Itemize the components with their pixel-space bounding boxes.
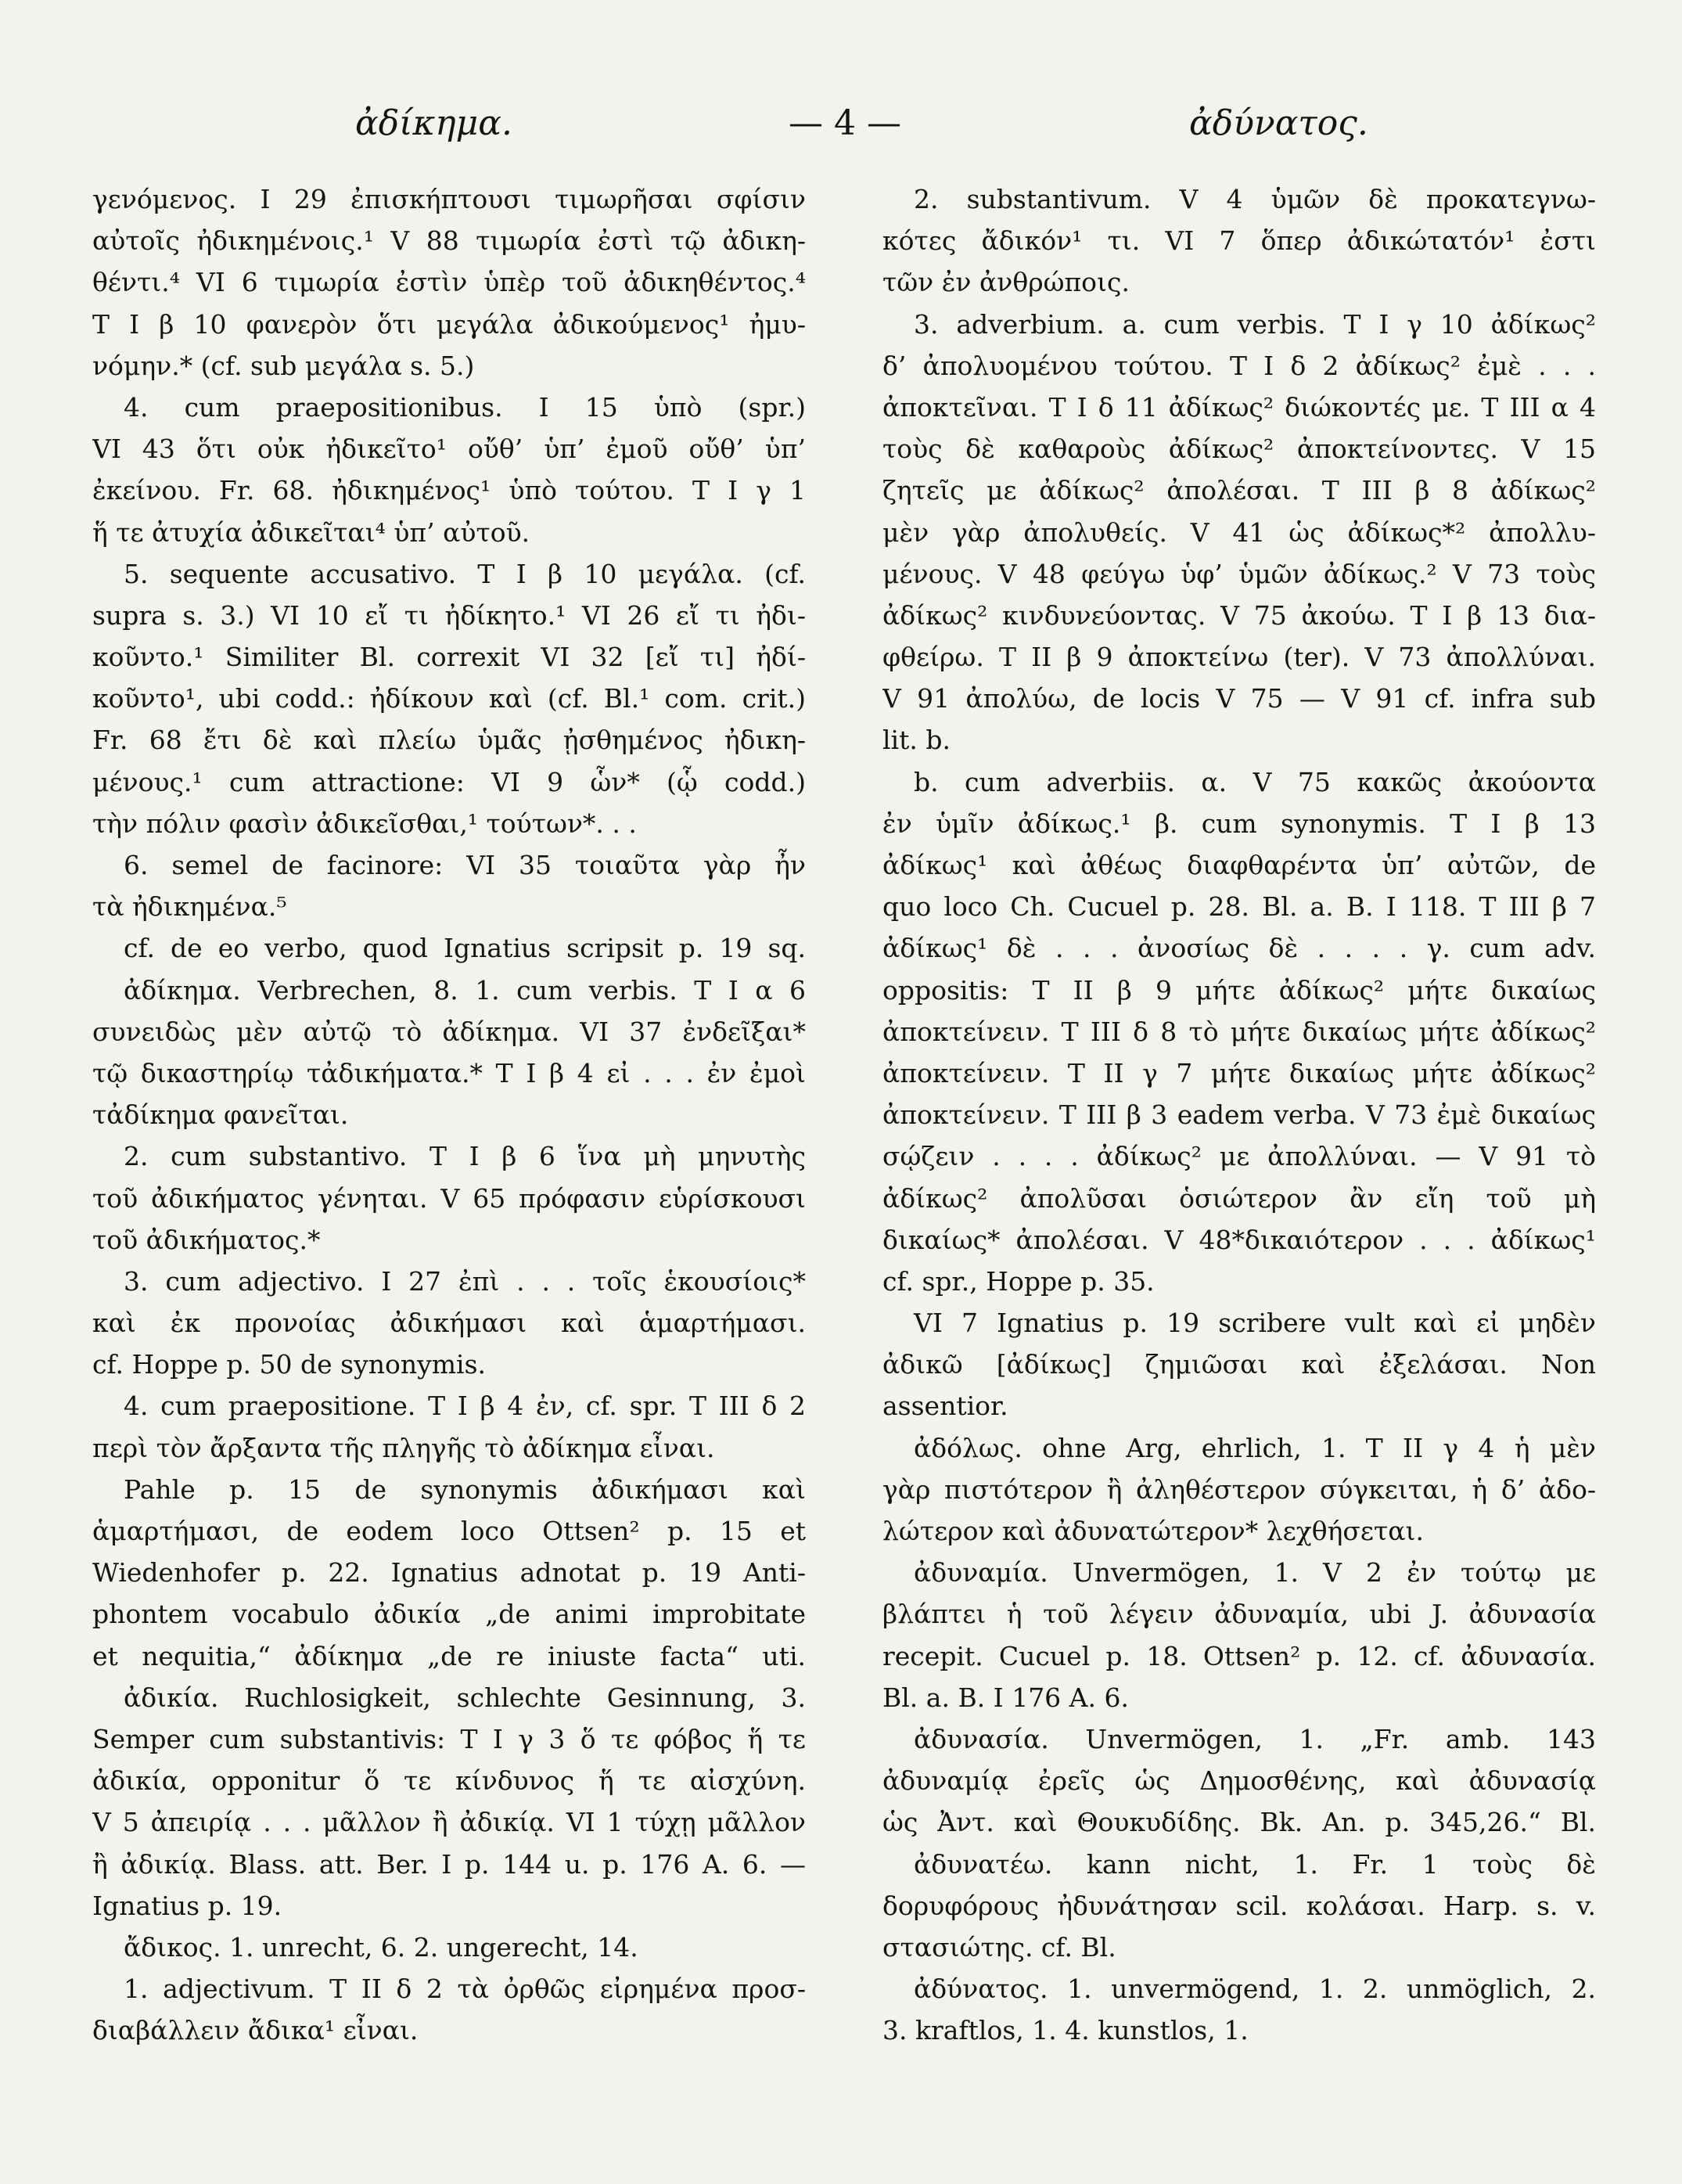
- text-line: Pahle p. 15 de synonymis ἀδικήμασι καὶ: [124, 1473, 806, 1505]
- text-line: oppositis: T II β 9 μήτε ἀδίκως² μήτε δικαίως: [882, 974, 1596, 1006]
- text-line: ἄδικος. 1. unrecht, 6. 2. ungerecht, 14.: [124, 1931, 638, 1963]
- text-line: ἐν ὑμῖν ἀδίκως.¹ β. cum synonymis. T I β 13: [882, 808, 1596, 839]
- text-line: ὡς Ἀντ. καὶ Θουκυδίδης. Bk. An. p. 345,26.“ Bl.: [882, 1807, 1596, 1838]
- text-line: λώτερον καὶ ἀδυνατώτερον* λεχθήσεται.: [882, 1516, 1424, 1546]
- text-line: ἥ τε ἀτυχία ἀδικεῖται⁴ ὑπ’ αὐτοῦ.: [92, 516, 530, 548]
- text-line: Semper cum substantivis: T I γ 3 ὅ τε φόβος ἥ τε: [92, 1723, 806, 1754]
- text-line: ἀδίκως² ἀπολῦσαι ὁσιώτερον ἂν εἴη τοῦ μὴ: [882, 1182, 1596, 1214]
- header-first-entry: ἀδίκημα.: [355, 103, 512, 143]
- text-line: δορυφόρους ἠδυνάτησαν scil. κολάσαι. Harp. s. v.: [882, 1890, 1596, 1921]
- text-line: ἀδικία, opponitur ὅ τε κίνδυνος ἥ τε αἰσχύνη.: [92, 1765, 806, 1797]
- text-line: 3. cum adjectivo. I 27 ἐπὶ . . . τοῖς ἑκουσίοις*: [124, 1265, 806, 1297]
- text-line: τῷ δικαστηρίῳ τἀδικήματα.* T I β 4 εἰ . . . ἐν ἐμοὶ: [92, 1057, 806, 1088]
- text-line: δικαίως* ἀπολέσαι. V 48*δικαιότερον . . . ἀδίκως¹: [882, 1224, 1596, 1255]
- text-line: V 91 ἀπολύω, de locis V 75 — V 91 cf. infra sub: [882, 683, 1596, 714]
- text-line: cf. de eo verbo, quod Ignatius scripsit p. 19 sq.: [124, 933, 806, 964]
- text-line: assentior.: [882, 1391, 1008, 1422]
- text-line: νόμην.* (cf. sub μεγάλα s. 5.): [92, 350, 475, 381]
- text-line: ἀδυνασία. Unvermögen, 1. „Fr. amb. 143: [914, 1723, 1596, 1754]
- text-line: μὲν γὰρ ἀπολυθείς. V 41 ὡς ἀδίκως*² ἀπολλυ-: [882, 516, 1596, 548]
- text-line: τἀδίκημα φανεῖται.: [92, 1099, 349, 1131]
- text-line: VI 43 ὅτι οὐκ ἠδικεῖτο¹ οὔθ’ ὑπ’ ἐμοῦ οὔθ’ ὑπ’: [92, 434, 806, 465]
- text-line: 5. sequente accusativo. T I β 10 μεγάλα. (cf.: [124, 558, 806, 589]
- text-line: σῴζειν . . . . ἀδίκως² με ἀπολλύναι. — V 91 τὸ: [882, 1141, 1596, 1172]
- left-column: [92, 178, 806, 2051]
- text-line: ἀδίκως² κινδυνεύοντας. V 75 ἀκούω. T I β 13 δια-: [882, 599, 1596, 631]
- running-header: [0, 103, 1682, 150]
- text-line: συνειδὼς μὲν αὐτῷ τὸ ἀδίκημα. VI 37 ἐνδεῖξαι*: [92, 1016, 806, 1047]
- text-line: φθείρω. T II β 9 ἀποκτείνω (ter). V 73 ἀπολλύναι.: [882, 642, 1596, 673]
- text-line: Ignatius p. 19.: [92, 1890, 282, 1921]
- text-line: 3. kraftlos, 1. 4. kunstlos, 1.: [882, 2015, 1249, 2046]
- text-line: αὐτοῖς ἠδικημένοις.¹ V 88 τιμωρία ἐστὶ τῷ ἀδικη-: [92, 225, 806, 257]
- text-line: VI 7 Ignatius p. 19 scribere vult καὶ εἰ μηδὲν: [914, 1308, 1596, 1339]
- text-line: τοὺς δὲ καθαροὺς ἀδίκως² ἀποκτείνοντες. V 15: [882, 434, 1596, 465]
- text-line: 3. adverbium. a. cum verbis. T I γ 10 ἀδίκως²: [914, 308, 1596, 340]
- text-line: Fr. 68 ἔτι δὲ καὶ πλείω ὑμᾶς ᾐσθημένος ἠδικη-: [92, 725, 806, 756]
- text-line: ἀδυναμία. Unvermögen, 1. V 2 ἐν τούτῳ με: [914, 1557, 1596, 1589]
- text-line: lit. b.: [882, 725, 951, 756]
- text-line: 6. semel de facinore: VI 35 τοιαῦτα γὰρ ἦν: [124, 850, 806, 880]
- text-line: 4. cum praepositione. T I β 4 ἐν, cf. spr. T III δ 2: [124, 1391, 806, 1422]
- text-line: supra s. 3.) VI 10 εἴ τι ἠδίκητο.¹ VI 26 εἴ τι ἠδι-: [92, 599, 806, 631]
- text-line: ἀποκτείνειν. T III δ 8 τὸ μήτε δικαίως μήτε ἀδίκως²: [882, 1016, 1596, 1047]
- text-line: Bl. a. B. I 176 A. 6.: [882, 1682, 1129, 1713]
- text-line: τὴν πόλιν φασὶν ἀδικεῖσθαι,¹ τούτων*. . .: [92, 808, 637, 839]
- text-line: ἀποκτείνειν. T II γ 7 μήτε δικαίως μήτε ἀδίκως²: [882, 1057, 1596, 1088]
- text-line: 2. substantivum. V 4 ὑμῶν δὲ προκατεγνω-: [914, 184, 1596, 214]
- text-line: κοῦντο¹, ubi codd.: ἠδίκουν καὶ (cf. Bl.¹ com. crit.): [92, 683, 806, 714]
- text-line: τοῦ ἀδικήματος.*: [92, 1224, 321, 1255]
- text-line: ἀδίκημα. Verbrechen, 8. 1. cum verbis. T I α 6: [124, 974, 806, 1006]
- text-line: ἀποκτείνειν. T III β 3 eadem verba. V 73 ἐμὲ δικαίως: [882, 1099, 1596, 1131]
- text-line: ἀδύνατος. 1. unvermögend, 1. 2. unmöglich, 2.: [914, 1974, 1596, 2005]
- text-line: ἀδίκως¹ καὶ ἀθέως διαφθαρέντα ὑπ’ αὐτῶν, de: [882, 850, 1596, 880]
- text-line: ἢ ἀδικίᾳ. Blass. att. Ber. I p. 144 u. p. 176 A. 6. —: [92, 1848, 806, 1880]
- text-line: 4. cum praepositionibus. I 15 ὑπὸ (spr.): [124, 391, 806, 423]
- text-line: ἁμαρτήμασι, de eodem loco Ottsen² p. 15 et: [92, 1516, 806, 1546]
- text-line: T I β 10 φανερὸν ὅτι μεγάλα ἀδικούμενος¹ ἠμυ-: [92, 308, 806, 340]
- text-line: ἀποκτεῖναι. T I δ 11 ἀδίκως² διώκοντές με. T III α 4: [882, 391, 1596, 423]
- right-column: [882, 178, 1596, 2051]
- text-line: θέντι.⁴ VI 6 τιμωρία ἐστὶν ὑπὲρ τοῦ ἀδικηθέντος.⁴: [92, 267, 806, 298]
- text-line: τῶν ἐν ἀνθρώποις.: [882, 267, 1130, 298]
- text-line: ἀδυναμίᾳ ἐρεῖς ὡς Δημοσθένης, καὶ ἀδυνασίᾳ: [882, 1765, 1596, 1797]
- text-line: recepit. Cucuel p. 18. Ottsen² p. 12. cf. ἀδυνασία.: [882, 1640, 1596, 1671]
- text-line: ἀδόλως. ohne Arg, ehrlich, 1. T II γ 4 ἡ μὲν: [914, 1432, 1596, 1463]
- text-line: κότες ἄδικόν¹ τι. VI 7 ὅπερ ἀδικώτατόν¹ ἐστι: [882, 225, 1596, 257]
- text-line: ζητεῖς με ἀδίκως² ἀπολέσαι. T III β 8 ἀδίκως²: [882, 475, 1596, 506]
- text-line: cf. spr., Hoppe p. 35.: [882, 1265, 1155, 1297]
- text-line: ἀδικία. Ruchlosigkeit, schlechte Gesinnung, 3.: [124, 1682, 806, 1713]
- page-number: — 4 —: [789, 103, 901, 143]
- text-line: b. cum adverbiis. α. V 75 κακῶς ἀκούοντα: [914, 766, 1596, 797]
- text-line: cf. Hoppe p. 50 de synonymis.: [92, 1349, 487, 1380]
- text-line: ἀδυνατέω. kann nicht, 1. Fr. 1 τοὺς δὲ: [914, 1848, 1596, 1880]
- text-line: Wiedenhofer p. 22. Ignatius adnotat p. 19 Anti-: [92, 1557, 806, 1589]
- text-line: ἐκείνου. Fr. 68. ἠδικημένος¹ ὑπὸ τούτου. T I γ 1: [92, 475, 806, 506]
- text-line: ἀδικῶ [ἀδίκως] ζημιῶσαι καὶ ἐξελάσαι. Non: [882, 1349, 1596, 1380]
- text-line: βλάπτει ἡ τοῦ λέγειν ἀδυναμία, ubi J. ἀδυνασία: [882, 1599, 1596, 1630]
- text-line: κοῦντο.¹ Similiter Bl. correxit VI 32 [εἴ τι] ἠδί-: [92, 642, 806, 673]
- text-line: quo loco Ch. Cucuel p. 28. Bl. a. B. I 118. T III β 7: [882, 891, 1596, 923]
- text-line: στασιώτης. cf. Bl.: [882, 1931, 1116, 1963]
- text-line: διαβάλλειν ἄδικα¹ εἶναι.: [92, 2015, 419, 2046]
- text-line: μένους.¹ cum attractione: VI 9 ὧν* (ᾧ codd.): [92, 766, 806, 797]
- text-line: καὶ ἐκ προνοίας ἀδικήμασι καὶ ἁμαρτήμασι.: [92, 1308, 806, 1339]
- text-line: V 5 ἀπειρίᾳ . . . μᾶλλον ἢ ἀδικίᾳ. VI 1 τύχῃ μᾶλλον: [92, 1807, 806, 1838]
- text-line: δ’ ἀπολυομένου τούτου. T I δ 2 ἀδίκως² ἐμὲ . . .: [882, 350, 1596, 381]
- text-line: ἀδίκως¹ δὲ . . . ἀνοσίως δὲ . . . . γ. cum adv.: [882, 933, 1596, 964]
- text-line: γενόμενος. I 29 ἐπισκήπτουσι τιμωρῆσαι σφίσιν: [92, 184, 806, 214]
- text-line: 1. adjectivum. T II δ 2 τὰ ὀρθῶς εἰρημένα προσ-: [124, 1974, 806, 2005]
- text-line: τοῦ ἀδικήματος γένηται. V 65 πρόφασιν εὑρίσκουσι: [92, 1182, 806, 1214]
- header-last-entry: ἀδύνατος.: [1189, 103, 1368, 143]
- text-line: περὶ τὸν ἄρξαντα τῆς πληγῆς τὸ ἀδίκημα εἶναι.: [92, 1432, 715, 1463]
- text-line: 2. cum substantivo. T I β 6 ἵνα μὴ μηνυτὴς: [124, 1141, 806, 1172]
- text-line: et nequitia,“ ἀδίκημα „de re iniuste facta“ uti.: [92, 1640, 806, 1671]
- text-line: γὰρ πιστότερον ἢ ἀληθέστερον σύγκειται, ἡ δ’ ἀδο-: [882, 1473, 1596, 1505]
- text-line: μένους. V 48 φεύγω ὑφ’ ὑμῶν ἀδίκως.² V 73 τοὺς: [882, 558, 1596, 589]
- text-line: τὰ ἠδικημένα.⁵: [92, 891, 287, 923]
- text-line: phontem vocabulo ἀδικία „de animi improbitate: [92, 1599, 806, 1630]
